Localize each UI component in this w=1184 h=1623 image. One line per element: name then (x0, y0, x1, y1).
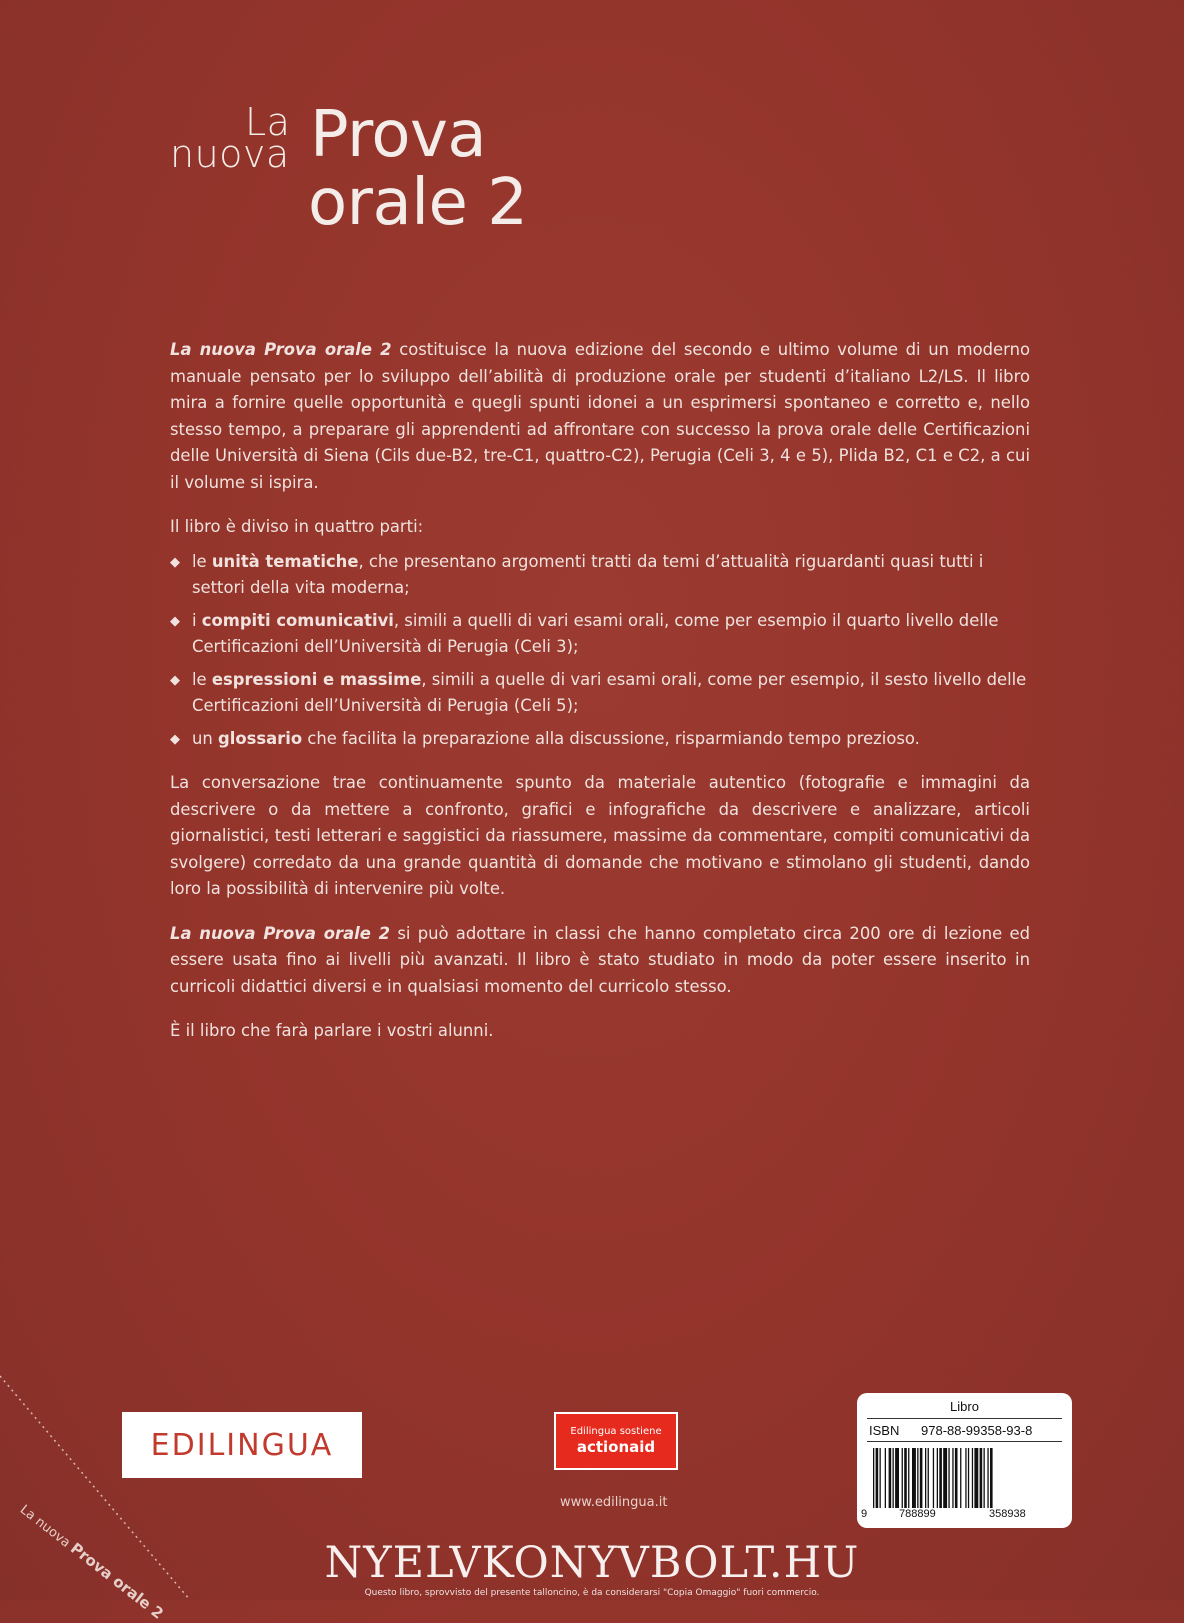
barcode-bar (925, 1448, 926, 1508)
barcode-bar (960, 1448, 961, 1508)
isbn-label-box (857, 1393, 1072, 1528)
publisher-url: www.edilingua.it (560, 1495, 668, 1510)
parts-list (170, 549, 1030, 753)
barcode-digit-left: 9 (861, 1508, 868, 1520)
title-orale: orale 2 (308, 166, 528, 240)
barcode-bar (933, 1448, 934, 1508)
spine-title: La nuova Prova orale 2 (16, 1502, 167, 1623)
adoption-text: si può adottare in classi che hanno completato circa 200 ore di lezione ed essere usata fino ai livelli più avanzati. Il libro è stato studiato in modo da poter essere inserito in curricoli didattici diversi e in qualsiasi momento del curricolo stesso. (170, 923, 1030, 996)
barcode-bar (920, 1448, 923, 1508)
barcode-bar (889, 1448, 892, 1508)
format-label: Libro (950, 1399, 979, 1414)
barcode-bar (955, 1448, 958, 1508)
list-item: ◆ le unità tematiche, che presentano argomenti tratti da temi d’attualità riguardanti quasi tutti i settori della vita moderna; (170, 551, 984, 597)
barcode-bar (895, 1448, 899, 1508)
barcode-bar (952, 1448, 953, 1508)
barcode-bar (908, 1448, 909, 1508)
barcode-bar (876, 1448, 879, 1508)
diamond-bullet-icon: ◆ (170, 672, 180, 688)
barcode-icon (871, 1448, 1059, 1508)
diamond-bullet-icon: ◆ (170, 554, 180, 570)
barcode-bar (968, 1448, 969, 1508)
barcode-bar (984, 1448, 985, 1508)
watermark: NYELVKONYVBOLT.HU (324, 1538, 860, 1588)
intro-book-title: La nuova Prova orale 2 (170, 340, 392, 359)
adoption-paragraph (170, 921, 1030, 1001)
barcode-bar (893, 1448, 894, 1508)
title-nuova: nuova (170, 132, 290, 176)
disclaimer: Questo libro, sprovvisto del presente talloncino, è da considerarsi "Copia Omaggio" fuori commercio. (364, 1588, 820, 1598)
barcode-bar (990, 1448, 993, 1508)
list-item: ◆ i compiti comunicativi, simili a quelli di vari esami orali, come per esempio il quarto livello delle Certificazioni dell’Università di Perugia (Celi 3); (170, 610, 999, 656)
closing-line: È il libro che farà parlare i vostri alunni. (170, 1021, 494, 1040)
adoption-book-title: La nuova Prova orale 2 (170, 923, 391, 943)
diamond-bullet-icon: ◆ (170, 613, 180, 629)
conversation-paragraph: La conversazione trae continuamente spunto da materiale autentico (fotografie e immagini da descrivere o da mettere a confronto, grafici e infografiche da descrivere e analizzare, articoli giornalistici, testi letterari e saggistici da riassumere, massime da commentare, compiti comunicativi da svolgere) corredato da una grande quantità di domande che motivano e stimolano gli studenti, dando loro la possibilità di intervenire più volte. (170, 773, 1030, 898)
back-cover-description (170, 337, 1030, 1045)
list-item: ◆ le espressioni e massime, simili a quelle di vari esami orali, come per esempio, il sesto livello delle Certificazioni dell’Università di Perugia (Celi 5); (170, 669, 1027, 715)
edilingua-logo: EDILINGUA (122, 1412, 362, 1478)
barcode-bar (939, 1448, 942, 1508)
barcode-bar (928, 1448, 929, 1508)
barcode-bar (980, 1448, 983, 1508)
barcode-bar (972, 1448, 973, 1508)
diamond-bullet-icon: ◆ (170, 731, 180, 747)
barcode-bar (902, 1448, 903, 1508)
barcode-bar (885, 1448, 886, 1508)
list-item: ◆ un glossario che facilita la preparazione alla discussione, risparmiando tempo prezioso. (170, 726, 1030, 753)
title-prova: Prova (310, 98, 487, 172)
actionaid-logo: Edilingua sostiene actionaid (554, 1412, 678, 1470)
barcode-bar (873, 1448, 874, 1508)
barcode-digits-mid: 788899 (899, 1508, 936, 1520)
title-la: La (245, 100, 291, 144)
barcode-bar (948, 1448, 949, 1508)
barcode-bar (974, 1448, 978, 1508)
barcode-bar (904, 1448, 907, 1508)
barcode-bar (917, 1448, 918, 1508)
barcode-bar (912, 1448, 916, 1508)
parts-intro: Il libro è diviso in quattro parti: (170, 517, 424, 536)
isbn-number: 978-88-99358-93-8 (921, 1423, 1033, 1438)
intro-text: costituisce la nuova edizione del secondo e ultimo volume di un moderno manuale pensato per lo sviluppo dell’abilità di produzione orale per studenti d’italiano L2/LS. Il libro mira a fornire quelle opportunità e quegli spunti idonei a un esprimersi spontaneo e corretto e, nello stesso tempo, a preparare gli apprendenti ad affrontare con successo la prova orale delle Certificazioni delle Università di Siena (Cils due-B2, tre-C1, quattro-C2), Perugia (Celi 3, 4 e 5), Plida B2, C1 e C2, a cui il volume si ispira. (170, 340, 1030, 492)
barcode-bar (937, 1448, 938, 1508)
barcode-bar (987, 1448, 988, 1508)
intro-paragraph (170, 337, 1030, 496)
barcode-digits-right: 358938 (989, 1508, 1026, 1520)
isbn-label: ISBN (869, 1423, 900, 1438)
barcode-bar (965, 1448, 966, 1508)
barcode-bar (943, 1448, 947, 1508)
barcode-bar (880, 1448, 881, 1508)
